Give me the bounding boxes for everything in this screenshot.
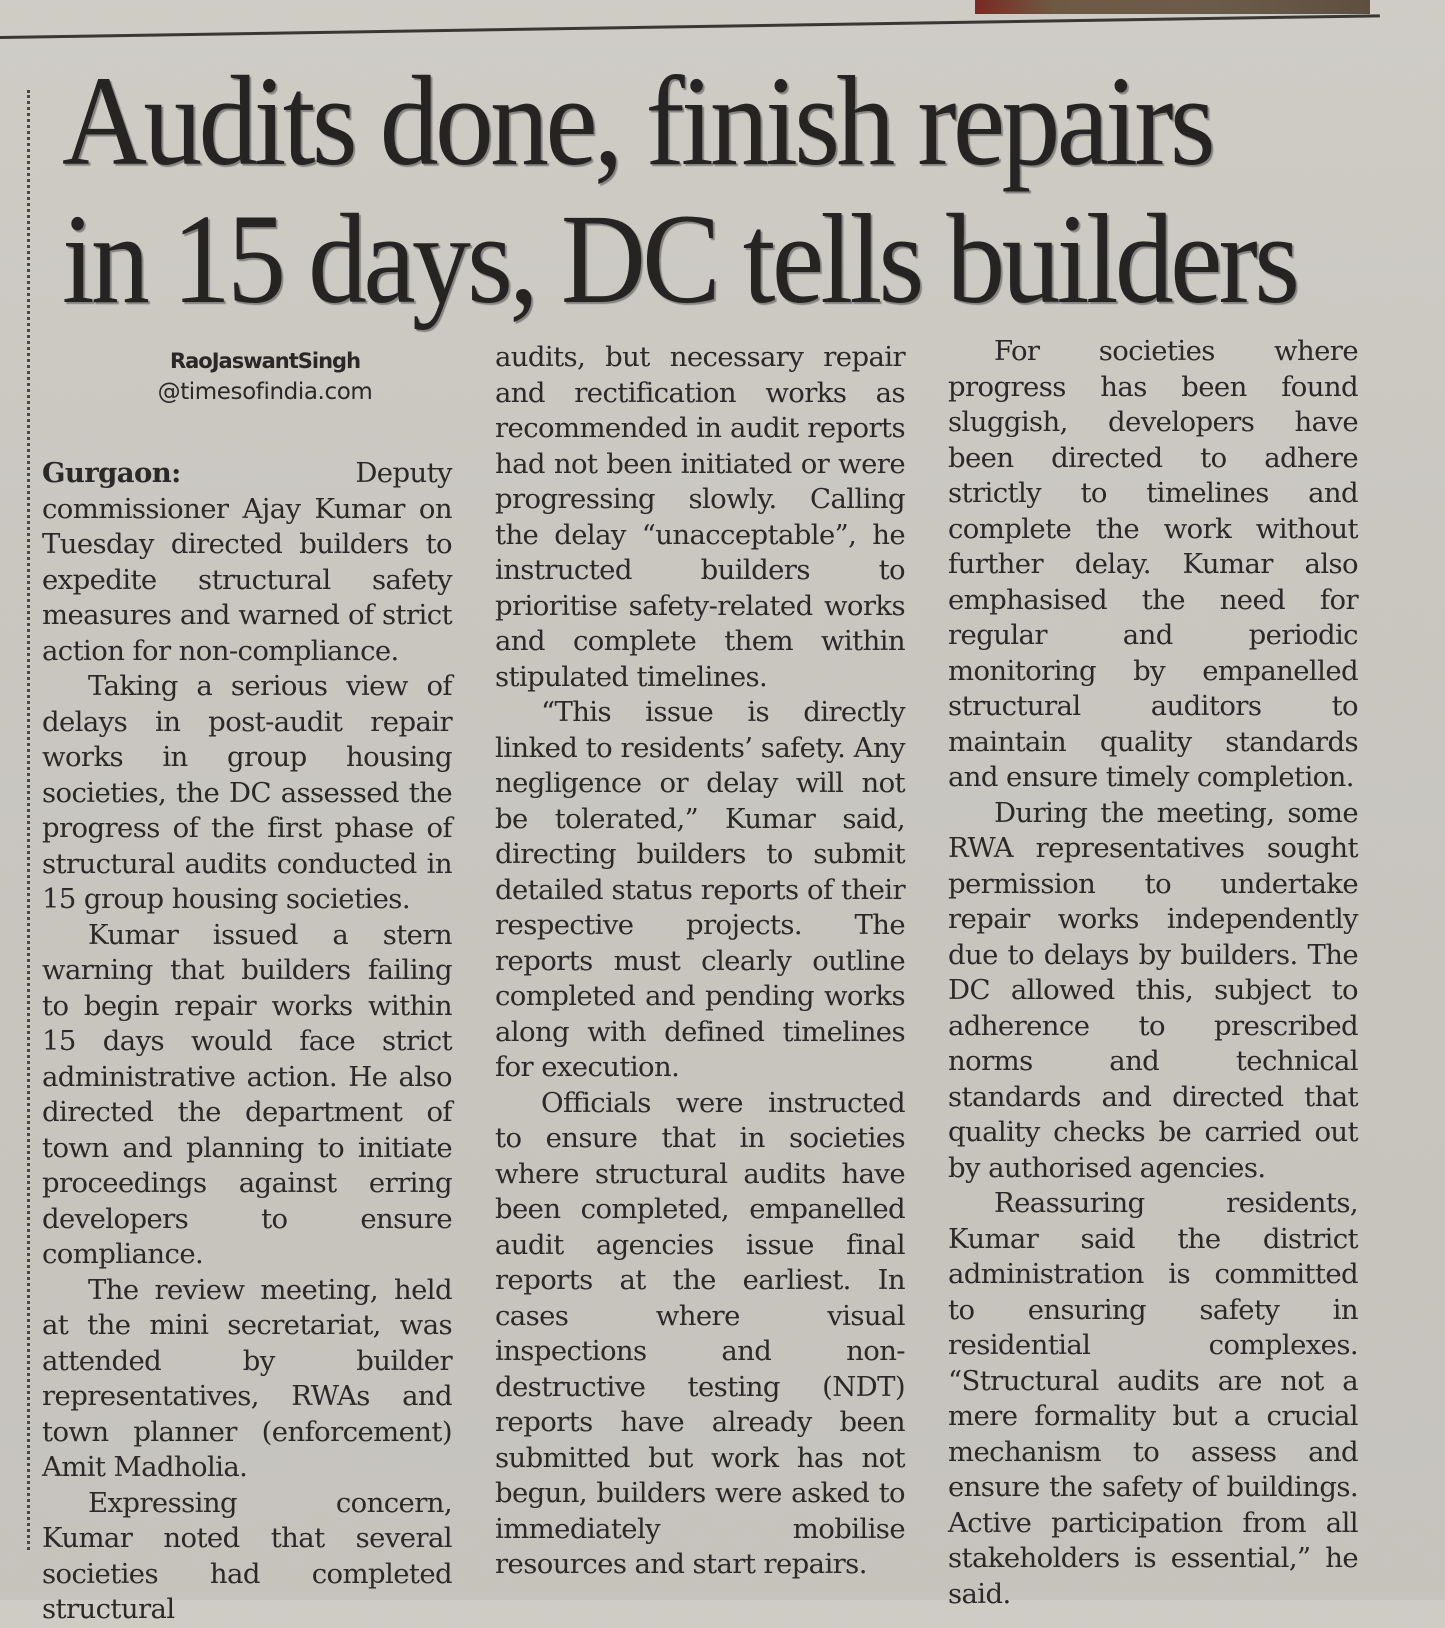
paragraph: Officials were instructed to ensure that in societies where structural audits have been completed, empanelled audit agencies issue final reports at the earliest. In cases where visual inspections and non-destructive testing (NDT) reports have already been submitted but work has not begun, builders were asked to immediately mobilise resources and start repairs.	[495, 1086, 905, 1580]
dateline: Gurgaon:	[42, 457, 181, 489]
paragraph-text: Deputy commissioner Ajay Kumar on Tuesday directed builders to expedite structural safety measures and warned of strict action for non-compliance.	[42, 457, 452, 667]
article-column-2	[495, 340, 905, 1583]
adjacent-photo-edge	[975, 0, 1370, 14]
article-column-1	[42, 456, 452, 1628]
paragraph: audits, but necessary repair and rectification works as recommended in audit reports had not been initiated or were progressing slowly. Calling the delay “unacceptable”, he instructed builders to prioritise safety-related works and complete them within stipulated timelines.	[495, 341, 905, 693]
byline-email: @timesofindia.com	[157, 379, 373, 405]
byline	[100, 346, 430, 408]
paragraph: During the meeting, some RWA representatives sought permission to undertake repair works independently due to delays by builders. The DC allowed this, subject to adherence to prescribed norms and technical standards and directed that quality checks be carried out by authorised agencies.	[948, 796, 1358, 1184]
section-divider-rule	[0, 14, 1380, 39]
headline-line-2: in 15 days, DC tells builders	[62, 188, 1297, 330]
paragraph: Taking a serious view of delays in post-audit repair works in group housing societies, the DC assessed the progress of the first phase of structural audits conducted in 15 group housing societies.	[42, 670, 452, 915]
article-column-3	[948, 334, 1358, 1612]
headline	[62, 50, 1297, 330]
column-dotted-rule	[27, 90, 30, 1550]
paragraph: The review meeting, held at the mini secretariat, was attended by builder representatives, RWAs and town planner (enforcement) Amit Madholia.	[42, 1273, 452, 1483]
headline-line-1: Audits done, finish repairs	[62, 50, 1212, 192]
paragraph: Reassuring residents, Kumar said the district administration is committed to ensuring safety in residential complexes. “Structural audits are not a mere formality but a crucial mechanism to assess and ensure the safety of buildings. Active participation from all stakeholders is essential,” he said.	[948, 1187, 1358, 1610]
paragraph: Kumar issued a stern warning that builders failing to begin repair works within 15 days would face strict administrative action. He also directed the department of town and planning to initiate proceedings against erring developers to ensure compliance.	[42, 918, 452, 1270]
paragraph: “This issue is directly linked to residents’ safety. Any negligence or delay will not be tolerated,” Kumar said, directing builders to submit detailed status reports of their respective projects. The reports must clearly outline completed and pending works along with defined timelines for execution.	[495, 696, 905, 1083]
paragraph	[42, 456, 452, 669]
paragraph: For societies where progress has been found sluggish, developers have been directed to adhere strictly to timelines and complete the work without further delay. Kumar also emphasised the need for regular and periodic monitoring by empanelled structural auditors to maintain quality standards and ensure timely completion.	[948, 335, 1358, 793]
paragraph: Expressing concern, Kumar noted that several societies had completed structural	[42, 1486, 452, 1625]
byline-author: RaoJaswantSingh	[169, 349, 361, 373]
